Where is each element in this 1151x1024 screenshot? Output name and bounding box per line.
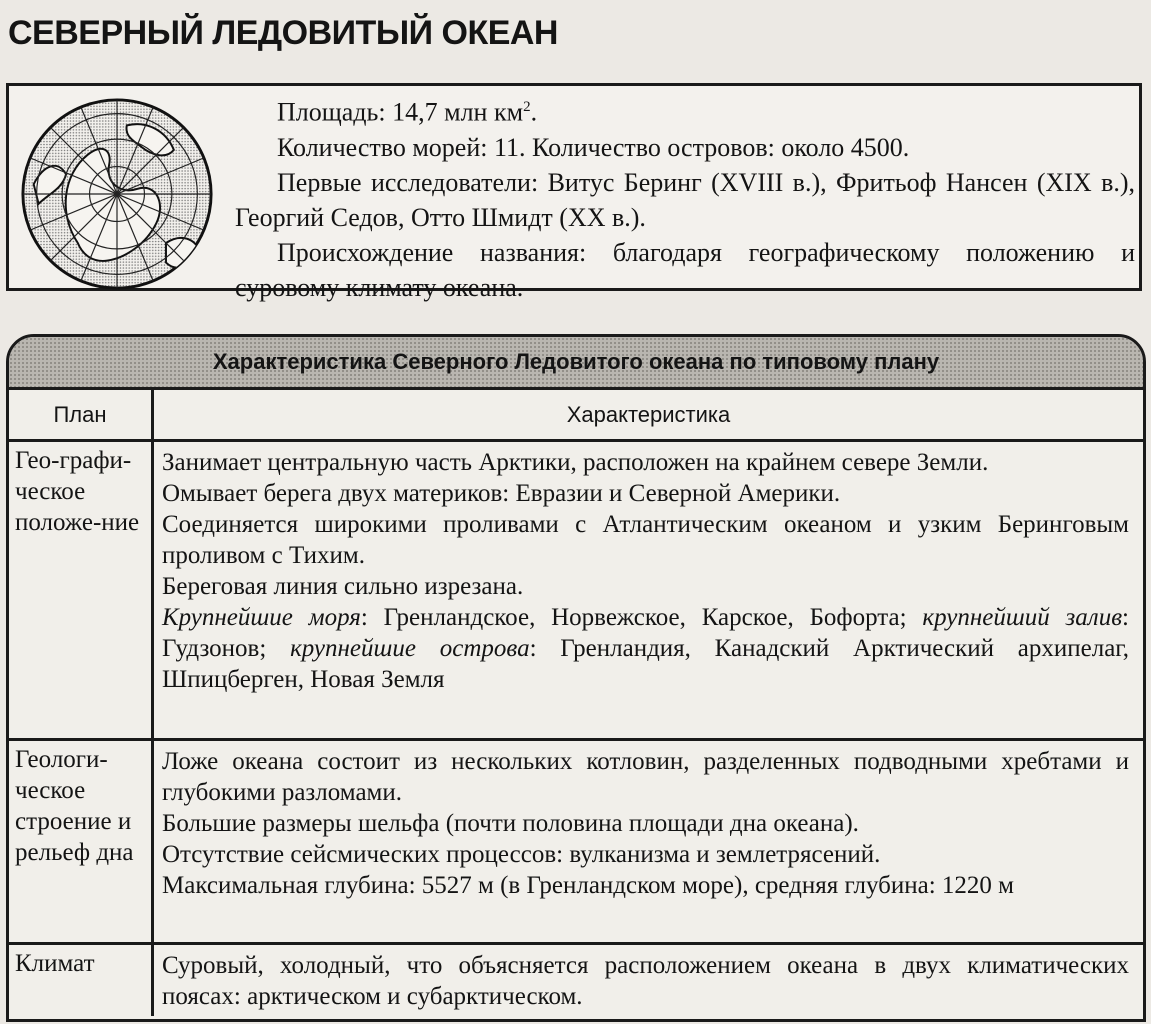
table-row bbox=[9, 442, 1143, 741]
text-line-largest-features: Крупнейшие моря: Гренландское, Норвежское, Карское, Бофорта; крупнейший залив: Гудзонов; крупнейшие острова: Гренландия, Канадский Арктический архипелаг, Шпицберген, Новая Земля bbox=[162, 604, 1129, 693]
header-plan: План bbox=[9, 390, 154, 439]
characteristics-table bbox=[6, 334, 1146, 1022]
explorers-line: Первые исследователи: Витус Беринг (XVIII в.), Фритьоф Нансен (XIX в.), Георгий Седов, Отто Шмидт (XX в.). bbox=[235, 167, 1135, 232]
area-line: Площадь: 14,7 млн $км^2$. bbox=[277, 97, 538, 127]
text-line: Занимает центральную часть Арктики, расположен на крайнем севере Земли. bbox=[162, 449, 989, 476]
table-header-row bbox=[9, 390, 1143, 442]
seas-islands-line: Количество морей: 11. Количество островов: около 4500. bbox=[277, 132, 910, 162]
header-characteristic: Характеристика bbox=[566, 401, 731, 427]
text-line: Большие размеры шельфа (почти половина площади дна океана). bbox=[162, 810, 859, 837]
text-line: Максимальная глубина: 5527 м (в Гренландском море), средняя глубина: 1220 м bbox=[162, 872, 1015, 899]
row-plan-climate: Климат bbox=[9, 945, 154, 1016]
row-plan-geology: Геологи-ческое строение и рельеф дна bbox=[9, 741, 154, 942]
page-title: СЕВЕРНЫЙ ЛЕДОВИТЫЙ ОКЕАН bbox=[8, 14, 558, 52]
text-line: Суровый, холодный, что объясняется расположением океана в двух климатических поясах: арктическом и субарктическом. bbox=[162, 952, 1129, 1010]
name-origin-line: Происхождение названия: благодаря географическому положению и суровому климату океана. bbox=[235, 237, 1135, 302]
arctic-globe-icon bbox=[19, 96, 215, 292]
ocean-info-box bbox=[6, 83, 1142, 302]
text-line: Ложе океана состоит из нескольких котловин, разделенных подводными хребтами и глубокими разломами. bbox=[162, 748, 1129, 806]
row-plan-geo-position: Гео-графи-ческое положе-ние bbox=[9, 442, 154, 738]
text-line: Береговая линия сильно изрезана. bbox=[162, 573, 524, 600]
table-row bbox=[9, 945, 1143, 1016]
row-characteristic bbox=[154, 442, 1143, 738]
text-line: Отсутствие сейсмических процессов: вулканизма и землетрясений. bbox=[162, 841, 881, 868]
table-caption: Характеристика Северного Ледовитого океана по типовому плану bbox=[9, 337, 1143, 390]
row-characteristic bbox=[154, 945, 1143, 1016]
text-line: Соединяется широкими проливами с Атлантическим океаном и узким Беринговым проливом с Тихим. bbox=[162, 511, 1129, 569]
row-characteristic bbox=[154, 741, 1143, 942]
text-line: Омывает берега двух материков: Евразии и Северной Америки. bbox=[162, 480, 841, 507]
ocean-facts bbox=[235, 90, 1135, 305]
table-row bbox=[9, 741, 1143, 945]
